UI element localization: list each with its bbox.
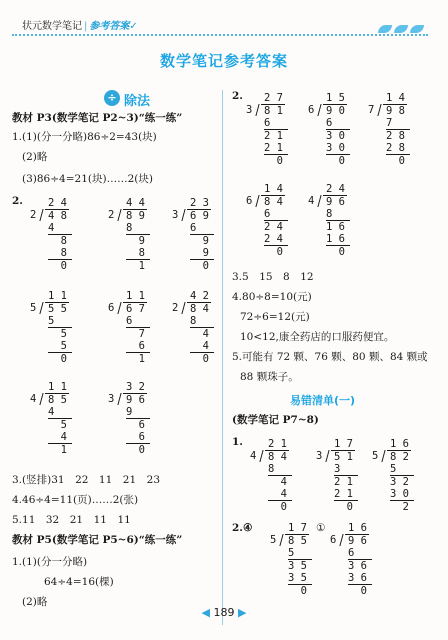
page-header [0, 14, 448, 36]
division-steps [48, 210, 72, 272]
step-value: 2 1 [334, 488, 353, 500]
question-number: 2.④ [232, 522, 253, 534]
quotient: 2 4 [326, 183, 345, 195]
quotient: 1 1 [126, 290, 145, 302]
quotient: 1 6 [390, 438, 409, 450]
step-value: 9 [190, 235, 209, 247]
column-divider [222, 90, 223, 625]
step-value: 2 1 [264, 130, 283, 142]
division-steps [48, 303, 72, 365]
header-separator: | [84, 21, 88, 32]
step-value: 5 [288, 547, 295, 559]
step-value: 0 [326, 155, 345, 167]
division-icon: ÷ [104, 90, 120, 106]
step-value: 4 [48, 431, 67, 443]
dividend: 8 5 [288, 535, 307, 547]
quotient: 1 6 [348, 522, 367, 534]
question-number: 2. [12, 195, 23, 207]
step-value: 2 1 [264, 142, 283, 154]
divisor: 6 [330, 534, 337, 546]
dividend: 9 6 [126, 394, 145, 406]
exercise-heading: 教材 P5(数学笔记 P5~6)“练一练” [12, 534, 183, 546]
step-value: 3 0 [390, 488, 409, 500]
step-value: 5 [48, 328, 67, 340]
step-value: 8 [48, 247, 67, 259]
answer-line: 10<12,康全药店的口服药便宜。 [240, 331, 395, 343]
quotient: 2 3 [190, 197, 209, 209]
step-value: 0 [190, 260, 209, 272]
division-steps [190, 210, 214, 272]
step-value: 0 [326, 246, 345, 258]
answer-line: 4.80÷8=10(元) [232, 291, 312, 303]
header-section: 参考答案 [89, 21, 130, 32]
quotient: 1 4 [264, 183, 283, 195]
quotient: 2 4 [48, 197, 67, 209]
divisor: 6 [308, 104, 315, 116]
leaf-icon [394, 25, 408, 33]
step-value: 7 [126, 328, 145, 340]
step-value: 0 [348, 585, 367, 597]
step-value: 8 [326, 208, 333, 220]
division-steps [48, 394, 72, 456]
step-value: 6 [326, 117, 333, 129]
dividend: 8 9 [126, 210, 145, 222]
step-value: 3 [334, 463, 341, 475]
divisor: 4 [308, 195, 315, 207]
dividend: 8 2 [390, 451, 409, 463]
step-value: 8 [126, 222, 133, 234]
answer-line: 3.(竖排)31 22 11 21 23 [12, 474, 161, 486]
step-value: 9 [126, 235, 145, 247]
section-title: 除法 [124, 94, 151, 109]
division-steps [264, 105, 288, 167]
dividend: 6 9 [190, 210, 209, 222]
divisor: 2 [172, 302, 179, 314]
page-number [0, 606, 448, 619]
leaf-icon [378, 25, 392, 33]
answer-line: 64÷4=16(棵) [44, 576, 114, 588]
quotient: 2 7 [264, 92, 283, 104]
step-value: 5 [48, 315, 55, 327]
answer-marker: ① [316, 522, 326, 534]
step-value: 3 6 [348, 560, 367, 572]
step-value: 2 1 [334, 476, 353, 488]
answer-line: (2)略 [22, 151, 48, 163]
step-value: 0 [48, 260, 67, 272]
step-value: 0 [264, 246, 283, 258]
step-value: 0 [386, 155, 405, 167]
step-value: 3 5 [288, 572, 307, 584]
quotient: 1 4 [386, 92, 405, 104]
step-value: 2 8 [386, 130, 405, 142]
step-value: 9 [126, 406, 133, 418]
step-value: 9 [190, 247, 209, 259]
step-value: 1 [126, 353, 145, 365]
divisor: 3 [316, 450, 323, 462]
division-steps [348, 535, 372, 597]
division-steps [386, 105, 410, 167]
divisor: 3 [108, 393, 115, 405]
quotient: 2 1 [268, 438, 287, 450]
page-number-text: 189 [213, 606, 235, 619]
step-value: 6 [264, 208, 271, 220]
step-value: 8 [126, 247, 145, 259]
dividend: 9 6 [348, 535, 367, 547]
exercise-heading: (数学笔记 P7~8) [232, 414, 319, 426]
step-value: 6 [348, 547, 355, 559]
step-value: 0 [268, 501, 287, 513]
quotient: 4 4 [126, 197, 145, 209]
divisor: 5 [270, 534, 277, 546]
step-value: 7 [386, 117, 393, 129]
answer-line: 5.可能有 72 颗、76 颗、80 颗、84 颗或 [232, 351, 428, 363]
division-steps [190, 303, 214, 365]
question-number: 2. [232, 90, 243, 102]
step-value: 0 [264, 155, 283, 167]
step-value: 3 0 [326, 142, 345, 154]
dividend: 8 4 [264, 196, 283, 208]
checkmark-icon: ✓ [129, 21, 138, 32]
step-value: 1 [48, 444, 67, 456]
quotient: 1 7 [334, 438, 353, 450]
dividend: 9 0 [326, 105, 345, 117]
step-value: 6 [126, 315, 133, 327]
step-value: 0 [48, 353, 67, 365]
step-value: 0 [190, 353, 209, 365]
page-title: 数学笔记参考答案 [159, 52, 288, 70]
divisor: 4 [250, 450, 257, 462]
step-value: 1 6 [326, 233, 345, 245]
brand-name: 状元数学笔记 [22, 21, 82, 32]
divisor: 6 [108, 302, 115, 314]
division-steps [288, 535, 312, 597]
quotient: 1 1 [48, 290, 67, 302]
step-value: 6 [126, 419, 145, 431]
dividend: 8 1 [264, 105, 283, 117]
step-value: 3 2 [390, 476, 409, 488]
step-value: 0 [334, 501, 353, 513]
header-brand [22, 17, 138, 32]
answer-line: 88 颗珠子。 [240, 371, 299, 383]
header-decoration [376, 18, 424, 37]
arrow-left-icon: ◀ [201, 606, 210, 619]
division-steps [326, 196, 350, 258]
answer-line: (3)86÷4=21(块)……2(块) [22, 173, 153, 185]
step-value: 4 [268, 488, 287, 500]
step-value: 4 [190, 340, 209, 352]
arrow-right-icon: ▶ [238, 606, 247, 619]
quotient: 1 5 [326, 92, 345, 104]
dividend: 8 5 [48, 394, 67, 406]
question-number: 1. [232, 436, 243, 448]
divisor: 3 [172, 209, 179, 221]
step-value: 5 [48, 340, 67, 352]
step-value: 6 [264, 117, 271, 129]
step-value: 0 [126, 444, 145, 456]
dividend: 5 5 [48, 303, 67, 315]
dividend: 8 4 [190, 303, 209, 315]
step-value: 3 0 [326, 130, 345, 142]
division-steps [126, 210, 150, 272]
dividend: 9 6 [326, 196, 345, 208]
leaf-icon [410, 25, 424, 33]
step-value: 5 [48, 419, 67, 431]
step-value: 3 6 [348, 572, 367, 584]
answer-line: 4.46÷4=11(页)……2(张) [12, 494, 139, 506]
quotient: 1 1 [48, 381, 67, 393]
dividend: 9 8 [386, 105, 405, 117]
easy-wrong-title: 易错清单(一) [290, 394, 356, 407]
quotient: 1 7 [288, 522, 307, 534]
quotient: 3 2 [126, 381, 145, 393]
divisor: 2 [30, 209, 37, 221]
step-value: 4 [48, 406, 55, 418]
answer-line: (2)略 [22, 596, 48, 608]
step-value: 4 [268, 476, 287, 488]
step-value: 6 [190, 222, 197, 234]
division-steps [334, 451, 358, 513]
divisor: 3 [246, 104, 253, 116]
step-value: 8 [268, 463, 275, 475]
step-value: 3 5 [288, 560, 307, 572]
step-value: 2 4 [264, 221, 283, 233]
step-value: 2 4 [264, 233, 283, 245]
divisor: 5 [372, 450, 379, 462]
division-steps [268, 451, 292, 513]
answer-line: 5.11 32 21 11 11 [12, 514, 131, 526]
dividend: 5 1 [334, 451, 353, 463]
step-value: 6 [126, 340, 145, 352]
step-value: 6 [126, 431, 145, 443]
step-value: 0 [288, 585, 307, 597]
step-value: 4 [190, 328, 209, 340]
answer-line: 1.(1)(分一分略) [12, 556, 88, 568]
divisor: 7 [368, 104, 375, 116]
step-value: 8 [48, 235, 67, 247]
quotient: 4 2 [190, 290, 209, 302]
division-steps [126, 303, 150, 365]
divisor: 6 [246, 195, 253, 207]
step-value: 4 [48, 222, 55, 234]
dividend: 6 7 [126, 303, 145, 315]
answer-line: 3.5 15 8 12 [232, 271, 314, 283]
divisor: 2 [108, 209, 115, 221]
step-value: 2 [390, 501, 409, 513]
dividend: 8 4 [268, 451, 287, 463]
division-steps [126, 394, 150, 456]
divisor: 4 [30, 393, 37, 405]
step-value: 1 6 [326, 221, 345, 233]
answer-line: 72÷6=12(元) [240, 311, 310, 323]
step-value: 8 [190, 315, 197, 327]
step-value: 1 [126, 260, 145, 272]
step-value: 2 8 [386, 142, 405, 154]
exercise-heading: 教材 P3(数学笔记 P2~3)“练一练” [12, 112, 183, 124]
answer-line: 1.(1)(分一分略)86÷2=43(块) [12, 131, 157, 143]
step-value: 5 [390, 463, 397, 475]
divisor: 5 [30, 302, 37, 314]
division-steps [264, 196, 288, 258]
division-steps [326, 105, 350, 167]
division-steps [390, 451, 414, 513]
header-divider [12, 34, 428, 36]
dividend: 4 8 [48, 210, 67, 222]
